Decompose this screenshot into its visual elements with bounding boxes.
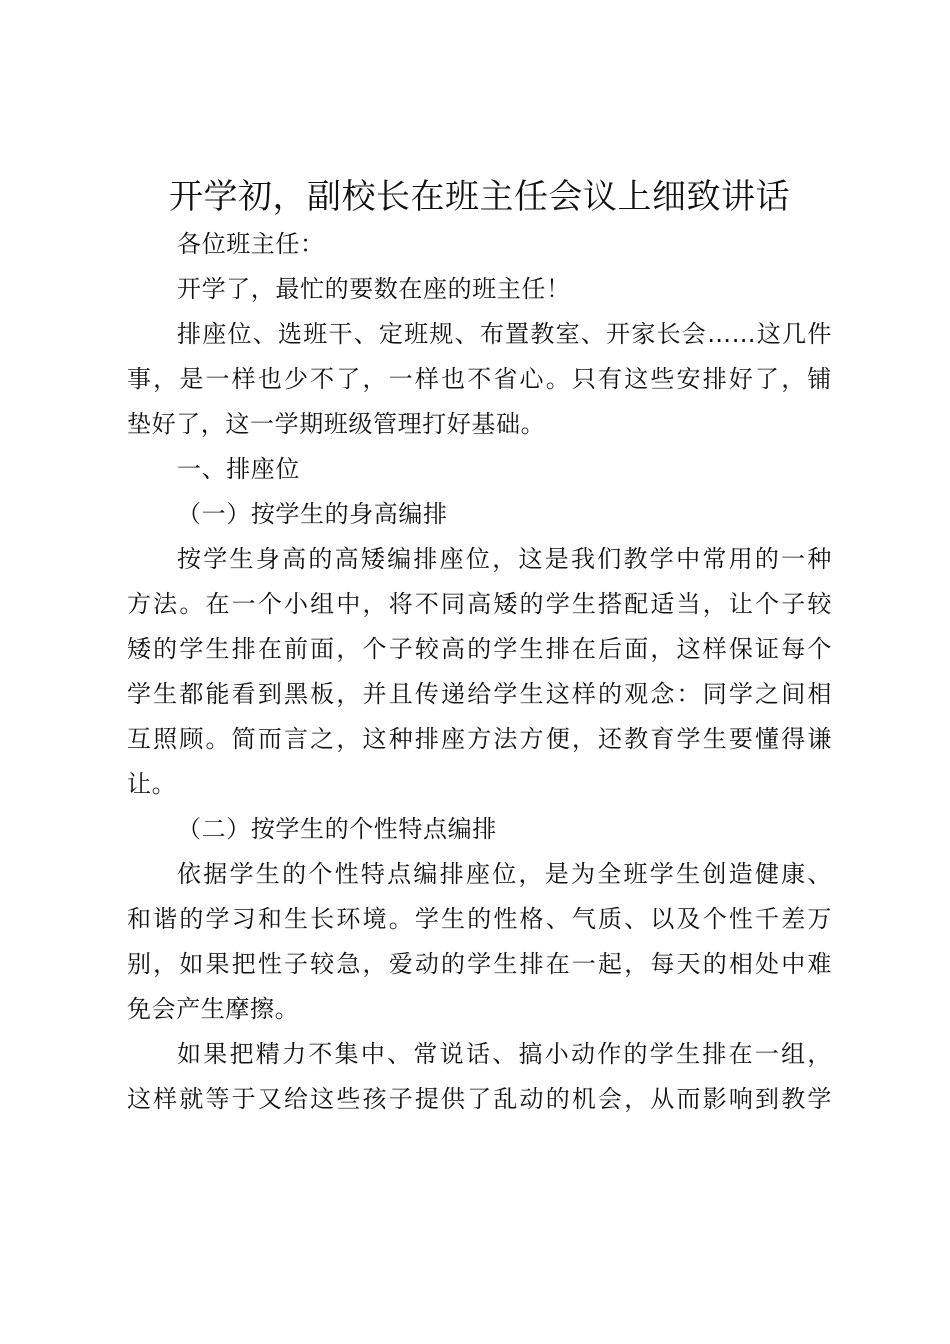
text-line: 按学生身高的高矮编排座位，这是我们教学中常用的一种 — [177, 545, 832, 573]
text-line: 开学了，最忙的要数在座的班主任！ — [177, 275, 571, 303]
text-line: 让。 — [127, 770, 177, 798]
text-line: 和谐的学习和生长环境。学生的性格、气质、以及个性千差万 — [127, 905, 832, 933]
section-heading — [127, 447, 832, 492]
text-line: 互照顾。简而言之，这种排座方法方便，还教育学生要懂得谦 — [127, 725, 832, 753]
text-line: 垫好了，这一学期班级管理打好基础。 — [127, 410, 546, 438]
paragraph-list — [127, 222, 832, 1122]
text-line: 如果把精力不集中、常说话、搞小动作的学生排在一组， — [177, 1040, 832, 1068]
document-title: 开学初，副校长在班主任会议上细致讲话 — [169, 177, 790, 217]
body-paragraph — [127, 537, 832, 807]
section-heading — [127, 492, 832, 537]
text-line: 方法。在一个小组中，将不同高矮的学生搭配适当，让个子较 — [127, 590, 832, 618]
body-paragraph — [127, 312, 832, 447]
text-line: 各位班主任： — [177, 230, 325, 258]
section-heading — [127, 807, 832, 852]
text-line: 依据学生的个性特点编排座位，是为全班学生创造健康、 — [177, 860, 832, 888]
text-line: 别，如果把性子较急，爱动的学生排在一起，每天的相处中难 — [127, 950, 832, 978]
text-line: 矮的学生排在前面，个子较高的学生排在后面，这样保证每个 — [127, 635, 832, 663]
text-line: （一）按学生的身高编排 — [177, 500, 448, 528]
text-line: 一、排座位 — [177, 455, 300, 483]
document-body — [127, 172, 832, 1122]
section-heading — [127, 222, 832, 267]
text-line: 学生都能看到黑板，并且传递给学生这样的观念：同学之间相 — [127, 680, 832, 708]
body-paragraph — [127, 1032, 832, 1122]
text-line: 事，是一样也少不了，一样也不省心。只有这些安排好了，铺 — [127, 365, 832, 393]
text-line: （二）按学生的个性特点编排 — [177, 815, 497, 843]
text-line: 这样就等于又给这些孩子提供了乱动的机会，从而影响到教学 — [127, 1085, 832, 1113]
section-heading — [127, 267, 832, 312]
body-paragraph — [127, 852, 832, 1032]
text-line: 免会产生摩擦。 — [127, 995, 300, 1023]
text-line: 排座位、选班干、定班规、布置教室、开家长会……这几件 — [177, 320, 832, 348]
